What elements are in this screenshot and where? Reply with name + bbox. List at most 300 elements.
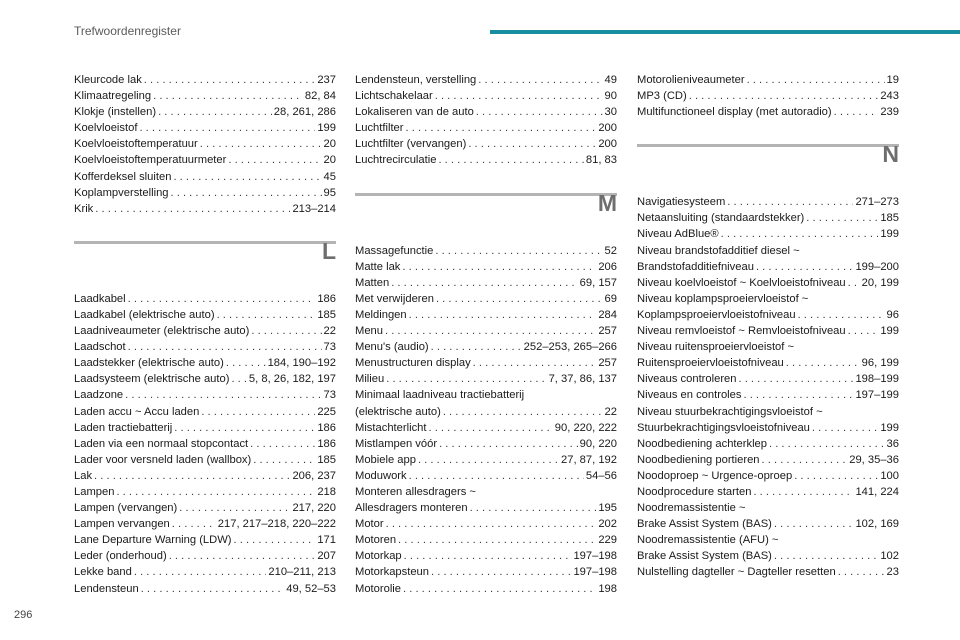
index-entry: [355, 72, 617, 88]
index-entry: [355, 452, 617, 468]
dot-leader: [812, 420, 878, 436]
dot-leader: [435, 88, 603, 104]
index-entry: [74, 355, 336, 371]
index-pages: 239: [880, 106, 899, 119]
index-entry: [637, 387, 899, 403]
index-entry: [355, 371, 617, 387]
index-entry-continued: Niveau stuurbekrachtigingsvloeistof ~: [637, 405, 823, 418]
section-divider: [74, 241, 336, 244]
index-term: Klokje (instellen): [74, 106, 157, 119]
section-divider: [355, 193, 617, 196]
index-term: Mobiele app: [355, 453, 416, 466]
dot-leader: [798, 307, 885, 323]
dot-leader: [774, 548, 878, 564]
index-term: Motorkap: [355, 550, 402, 563]
index-pages: 210–211, 213: [268, 566, 336, 579]
index-term: Laadniveaumeter (elektrische auto): [74, 325, 250, 338]
index-term: Luchtrecirculatie: [355, 154, 437, 167]
index-pages: 82, 84: [304, 90, 336, 103]
index-entry: [74, 404, 336, 420]
index-entry: [355, 581, 617, 597]
index-entry-continued: Monteren allesdragers ~: [355, 485, 476, 498]
dot-leader: [402, 259, 596, 275]
section-divider: [637, 144, 899, 147]
index-term: Noodprocedure starten: [637, 485, 752, 498]
dot-leader: [727, 194, 853, 210]
index-term: Matte lak: [355, 260, 401, 273]
index-term: Meldingen: [355, 308, 407, 321]
section-letter: L: [321, 237, 336, 264]
index-pages: 49, 52–53: [286, 582, 336, 595]
index-entry: [637, 468, 899, 484]
index-pages: 185: [880, 212, 899, 225]
index-term: Met verwijderen: [355, 292, 434, 305]
index-entry: [637, 210, 899, 226]
index-entry: [355, 404, 617, 420]
dot-leader: [171, 185, 322, 201]
index-term: Lampen: [74, 485, 115, 498]
dot-leader: [128, 339, 322, 355]
dot-leader: [173, 169, 321, 185]
index-entry: [74, 201, 336, 217]
index-pages: 199–200: [855, 260, 899, 273]
index-pages: 171: [317, 534, 336, 547]
index-pages: 217, 220: [292, 502, 336, 515]
index-pages: 69, 157: [579, 276, 617, 289]
index-term: Mistlampen vóór: [355, 437, 438, 450]
section-header: [355, 169, 617, 243]
index-entry: [74, 291, 336, 307]
dot-leader: [769, 436, 885, 452]
index-pages: 52: [604, 244, 617, 257]
index-entry: [74, 436, 336, 452]
index-pages: 30: [604, 106, 617, 119]
index-pages: 185: [317, 308, 336, 321]
index-entry: [355, 120, 617, 136]
index-pages: 20: [323, 154, 336, 167]
index-term: Motorolieniveaumeter: [637, 74, 745, 86]
index-term: Noodbediening achterklep: [637, 437, 767, 450]
index-entry-continued: Niveau brandstofadditief diesel ~: [637, 244, 800, 257]
dot-leader: [762, 452, 848, 468]
dot-leader: [226, 355, 266, 371]
index-entry: [355, 355, 617, 371]
index-term: Luchtfilter: [355, 122, 404, 135]
index-entry: [74, 387, 336, 403]
dot-leader: [144, 72, 316, 88]
index-pages: 185: [317, 453, 336, 466]
index-pages: 284: [598, 308, 617, 321]
index-term: Leder (onderhoud): [74, 550, 167, 563]
dot-leader: [838, 564, 885, 580]
index-entry: [355, 500, 617, 516]
index-entry: [355, 548, 617, 564]
index-entry: [74, 169, 336, 185]
index-entry: [74, 500, 336, 516]
header-accent-bar: [490, 30, 960, 34]
index-pages: 100: [880, 469, 899, 482]
index-pages: 197–198: [573, 566, 617, 579]
index-entry: [74, 120, 336, 136]
index-entry: [355, 532, 617, 548]
index-column-1: [74, 72, 336, 597]
dot-leader: [468, 136, 596, 152]
index-entry: [74, 581, 336, 597]
index-pages: 207: [317, 550, 336, 563]
dot-leader: [743, 387, 853, 403]
dot-leader: [476, 104, 603, 120]
dot-leader: [418, 452, 559, 468]
index-term: Motor: [355, 518, 384, 531]
index-term: Koelvloeistoftemperatuur: [74, 138, 198, 151]
index-entry: [637, 548, 899, 564]
dot-leader: [217, 307, 316, 323]
index-pages: 54–56: [585, 469, 617, 482]
index-entry-continued: Niveau ruitensproeiervloeistof ~: [637, 341, 795, 354]
index-term: Menustructuren display: [355, 357, 471, 370]
dot-leader: [848, 275, 860, 291]
dot-leader: [169, 548, 316, 564]
dot-leader: [431, 564, 571, 580]
dot-leader: [139, 120, 315, 136]
index-pages: 252–253, 265–266: [523, 341, 617, 354]
dot-leader: [201, 404, 315, 420]
index-term: Lak: [74, 469, 93, 482]
index-term: Moduwork: [355, 469, 407, 482]
index-term: Motorkapsteun: [355, 566, 430, 579]
index-pages: 195: [598, 502, 617, 515]
index-entry: [74, 339, 336, 355]
dot-leader: [429, 420, 553, 436]
index-pages: 90, 220, 222: [554, 421, 617, 434]
dot-leader: [404, 548, 572, 564]
index-term: Lampen vervangen: [74, 518, 170, 531]
index-entry: [74, 420, 336, 436]
index-pages: 243: [880, 90, 899, 103]
index-entry: [355, 323, 617, 339]
index-term: Noodoproep ~ Urgence-oproep: [637, 469, 793, 482]
index-term: Luchtfilter (vervangen): [355, 138, 467, 151]
dot-leader: [786, 355, 860, 371]
dot-leader: [834, 104, 879, 120]
index-entry: [637, 72, 899, 88]
index-term: Stuurbekrachtigingsvloeistofniveau: [637, 421, 810, 434]
index-term: Krik: [74, 202, 94, 215]
index-entry: [637, 226, 899, 242]
index-pages: 90, 220: [579, 437, 617, 450]
index-pages: 186: [317, 292, 336, 305]
index-term: Lekke band: [74, 566, 132, 579]
index-entry: [74, 371, 336, 387]
index-entry: [74, 564, 336, 580]
index-pages: 237: [317, 74, 336, 86]
index-term: Kofferdeksel sluiten: [74, 170, 172, 183]
index-entry: [637, 194, 899, 210]
index-entry: [74, 532, 336, 548]
index-entry: [74, 323, 336, 339]
index-pages: 96: [886, 308, 899, 321]
dot-leader: [473, 355, 597, 371]
dot-leader: [116, 484, 315, 500]
index-pages: 206, 237: [292, 469, 336, 482]
index-term: Niveaus controleren: [637, 373, 737, 386]
index-term: Koplampsproeiervloeistofniveau: [637, 308, 796, 321]
index-entry: [74, 516, 336, 532]
index-pages: 27, 87, 192: [561, 453, 617, 466]
index-pages: 199: [317, 122, 336, 135]
index-term: Niveaus en controles: [637, 389, 742, 402]
index-entry: [637, 371, 899, 387]
dot-leader: [435, 243, 602, 259]
index-pages: 5, 8, 26, 182, 197: [248, 373, 336, 386]
index-entry: [637, 484, 899, 500]
dot-leader: [470, 500, 597, 516]
index-pages: 73: [323, 389, 336, 402]
index-entry: [74, 136, 336, 152]
index-entry: [74, 452, 336, 468]
dot-leader: [231, 371, 246, 387]
index-pages: 102: [880, 550, 899, 563]
index-pages: 141, 224: [855, 485, 899, 498]
index-term: Laden via een normaal stopcontact: [74, 437, 249, 450]
index-entry: [637, 436, 899, 452]
index-entry-continued: Minimaal laadniveau tractiebatterij: [355, 389, 525, 402]
dot-leader: [747, 72, 885, 88]
section-header: [74, 217, 336, 291]
index-column-3: [637, 72, 899, 581]
dot-leader: [386, 371, 546, 387]
index-entry: [355, 307, 617, 323]
index-entry: [355, 436, 617, 452]
index-entry: [355, 136, 617, 152]
dot-leader: [409, 307, 597, 323]
index-term: Multifunctioneel display (met autoradio): [637, 106, 832, 119]
index-term: Mistachterlicht: [355, 421, 427, 434]
index-pages: 29, 35–36: [849, 453, 899, 466]
index-term: Motoren: [355, 534, 397, 547]
dot-leader: [721, 226, 879, 242]
index-pages: 257: [598, 325, 617, 338]
index-entry: [74, 152, 336, 168]
dot-leader: [172, 516, 216, 532]
dot-leader: [134, 564, 267, 580]
index-term: Brake Assist System (BAS): [637, 518, 772, 531]
index-pages: 73: [323, 341, 336, 354]
index-entry: [637, 307, 899, 323]
index-term: Navigatiesysteem: [637, 196, 726, 209]
index-term: Matten: [355, 276, 390, 289]
index-term: Koplampverstelling: [74, 186, 169, 199]
index-entry: [355, 564, 617, 580]
index-term: Brandstofadditiefniveau: [637, 260, 754, 273]
index-term: Ruitensproeiervloeistofniveau: [637, 357, 784, 370]
index-term: Lane Departure Warning (LDW): [74, 534, 232, 547]
index-term: Lader voor versneld laden (wallbox): [74, 453, 252, 466]
dot-leader: [200, 136, 322, 152]
index-entry-continued: Niveau koplampsproeiervloeistof ~: [637, 292, 809, 305]
index-pages: 28, 261, 286: [273, 106, 336, 119]
dot-leader: [403, 581, 596, 597]
index-entry: [74, 548, 336, 564]
section-letter: M: [597, 189, 617, 216]
index-pages: 186: [317, 421, 336, 434]
index-entry: [74, 88, 336, 104]
index-pages: 19: [886, 74, 899, 86]
index-pages: 257: [598, 357, 617, 370]
index-pages: 271–273: [855, 196, 899, 209]
index-entry-continued: Noodremassistentie (AFU) ~: [637, 534, 779, 547]
index-term: Menu: [355, 325, 383, 338]
index-term: Laadsysteem (elektrische auto): [74, 373, 230, 386]
index-pages: 20: [323, 138, 336, 151]
dot-leader: [386, 516, 597, 532]
index-term: Noodbediening portieren: [637, 453, 760, 466]
index-pages: 197–199: [855, 389, 899, 402]
index-entry: [74, 468, 336, 484]
index-pages: 23: [886, 566, 899, 579]
dot-leader: [406, 120, 597, 136]
index-term: MP3 (CD): [637, 90, 687, 103]
section-header: [637, 120, 899, 194]
index-entry: [74, 307, 336, 323]
index-term: Lendensteun: [74, 582, 139, 595]
index-pages: 22: [604, 405, 617, 418]
index-term: Laden accu ~ Accu laden: [74, 405, 200, 418]
index-pages: 95: [323, 186, 336, 199]
index-entry: [637, 516, 899, 532]
index-term: Brake Assist System (BAS): [637, 550, 772, 563]
index-pages: 22: [323, 325, 336, 338]
index-term: Laadzone: [74, 389, 124, 402]
index-entry: [355, 104, 617, 120]
index-term: (elektrische auto): [355, 405, 441, 418]
index-term: Laadschot: [74, 341, 126, 354]
dot-leader: [141, 581, 285, 597]
index-pages: 49: [604, 74, 617, 86]
index-entry: [637, 323, 899, 339]
dot-leader: [689, 88, 879, 104]
dot-leader: [753, 484, 853, 500]
dot-leader: [436, 291, 603, 307]
dot-leader: [848, 323, 879, 339]
index-pages: 45: [323, 170, 336, 183]
index-term: Klimaatregeling: [74, 90, 152, 103]
index-pages: 198: [598, 582, 617, 595]
dot-leader: [443, 404, 603, 420]
index-entry: [74, 185, 336, 201]
index-entry: [74, 104, 336, 120]
index-pages: 206: [598, 260, 617, 273]
page-number: 296: [14, 609, 33, 621]
index-entry: [637, 452, 899, 468]
index-term: Niveau koelvloeistof ~ Koelvloeistofniveau: [637, 276, 846, 289]
index-term: Milieu: [355, 373, 385, 386]
dot-leader: [756, 259, 854, 275]
dot-leader: [409, 468, 584, 484]
index-entry: [74, 72, 336, 88]
index-term: Lampen (vervangen): [74, 502, 178, 515]
index-term: Lichtschakelaar: [355, 90, 433, 103]
index-pages: 198–199: [855, 373, 899, 386]
index-entry: [637, 88, 899, 104]
index-pages: 199: [880, 228, 899, 241]
index-entry-continued: Noodremassistentie ~: [637, 502, 746, 515]
index-entry: [355, 339, 617, 355]
index-term: Niveau remvloeistof ~ Remvloeistofniveau: [637, 325, 846, 338]
index-column-2: [355, 72, 617, 597]
dot-leader: [174, 420, 315, 436]
index-entry: [637, 355, 899, 371]
index-term: Netaansluiting (standaardstekker): [637, 212, 805, 225]
index-pages: 69: [604, 292, 617, 305]
index-pages: 199: [880, 325, 899, 338]
index-pages: 199: [880, 421, 899, 434]
running-header-title: Trefwoordenregister: [74, 24, 181, 38]
section-letter: N: [882, 141, 899, 168]
index-term: Lendensteun, verstelling: [355, 74, 477, 86]
index-term: Massagefunctie: [355, 244, 434, 257]
dot-leader: [94, 468, 290, 484]
index-pages: 218: [317, 485, 336, 498]
dot-leader: [478, 72, 602, 88]
index-term: Laadstekker (elektrische auto): [74, 357, 224, 370]
index-pages: 81, 83: [585, 154, 617, 167]
index-entry: [637, 420, 899, 436]
index-pages: 200: [598, 138, 617, 151]
dot-leader: [391, 275, 577, 291]
index-pages: 90: [604, 90, 617, 103]
index-term: Laden tractiebatterij: [74, 421, 173, 434]
index-pages: 200: [598, 122, 617, 135]
index-pages: 217, 217–218, 220–222: [217, 518, 336, 531]
index-pages: 36: [886, 437, 899, 450]
index-entry: [355, 243, 617, 259]
dot-leader: [253, 452, 315, 468]
dot-leader: [153, 88, 303, 104]
index-term: Motorolie: [355, 582, 402, 595]
index-pages: 7, 37, 86, 137: [548, 373, 617, 386]
dot-leader: [179, 500, 290, 516]
index-entry: [355, 275, 617, 291]
dot-leader: [398, 532, 596, 548]
dot-leader: [794, 468, 878, 484]
index-entry: [355, 291, 617, 307]
index-entry: [355, 152, 617, 168]
index-term: Koelvloeistof: [74, 122, 138, 135]
index-entry: [355, 420, 617, 436]
index-term: Nulstelling dagteller ~ Dagteller resetten: [637, 566, 836, 579]
index-entry: [637, 104, 899, 120]
index-entry: [637, 259, 899, 275]
index-pages: 202: [598, 518, 617, 531]
index-term: Lokaliseren van de auto: [355, 106, 474, 119]
dot-leader: [431, 339, 522, 355]
dot-leader: [228, 152, 321, 168]
dot-leader: [251, 323, 321, 339]
index-entry: [355, 468, 617, 484]
index-term: Laadkabel: [74, 292, 126, 305]
dot-leader: [234, 532, 316, 548]
dot-leader: [128, 291, 316, 307]
index-entry: [637, 564, 899, 580]
index-pages: 229: [598, 534, 617, 547]
index-term: Allesdragers monteren: [355, 502, 468, 515]
dot-leader: [439, 436, 578, 452]
index-pages: 213–214: [292, 202, 336, 215]
dot-leader: [385, 323, 596, 339]
dot-leader: [158, 104, 272, 120]
index-pages: 186: [317, 437, 336, 450]
